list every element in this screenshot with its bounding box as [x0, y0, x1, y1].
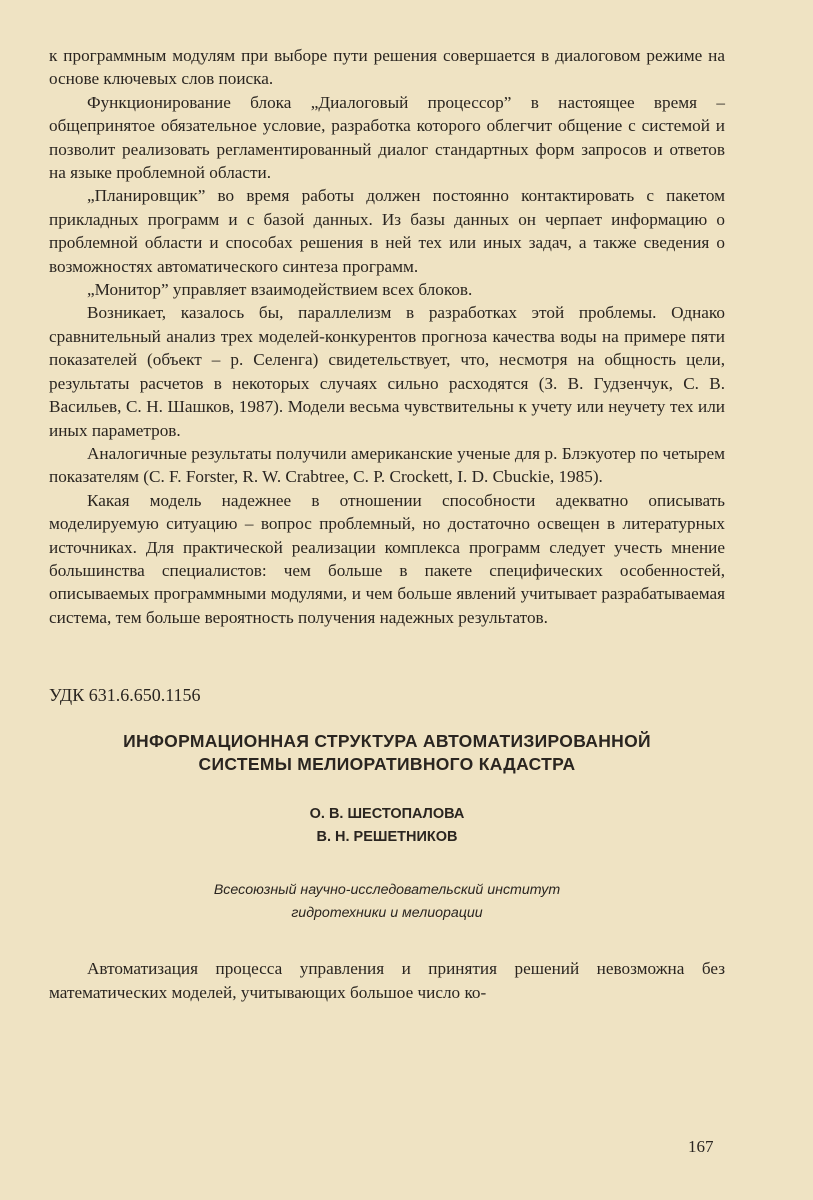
paragraph-planner: „Планировщик” во время работы должен постоянно контактировать с пакетом прикладных программ и с базой данных. Из базы данных он черпает информацию о проблемной области и способах решения в ней тех или иных задач, а также сведения о возможностях автоматического синтеза программ. [49, 186, 725, 276]
paragraph-continuation: к программным модулям при выборе пути решения совершается в диалоговом режиме на основе ключевых слов поиска. [49, 46, 725, 89]
page-number: 167 [688, 1137, 714, 1156]
paragraph-parallelism: Возникает, казалось бы, параллелизм в разработках этой проблемы. Однако сравнительный анализ трех моделей-конкурентов прогноза качества воды на примере пяти показателей (объект – р. Селенга) свидетельствует, что, несмотря на общность цели, результаты расчетов в некоторых случаях сильно расходятся (З. В. Гудзенчук, С. В. Васильев, С. Н. Шашков, 1987). Модели весьма чувствительны к учету или неучету тех или иных параметров. [49, 303, 725, 440]
affiliation-line-1: Всесоюзный научно-исследовательский институт [213, 882, 561, 899]
author-2: В. Н. РЕШЕТНИКОВ [316, 829, 458, 846]
article-authors [49, 803, 725, 849]
author-affiliation [49, 879, 725, 925]
article-title-line-1: ИНФОРМАЦИОННАЯ СТРУКТУРА АВТОМАТИЗИРОВАННОЙ [123, 731, 651, 752]
affiliation-line-2: гидротехники и мелиорации [291, 905, 483, 922]
article-title-line-2: СИСТЕМЫ МЕЛИОРАТИВНОГО КАДАСТРА [198, 754, 576, 775]
udk-code: УДК 631.6.650.1156 [49, 685, 201, 706]
paragraph-dialog-processor: Функционирование блока „Диалоговый процессор” в настоящее время – общепринятое обязательное условие, разработка которого облегчит общение с системой и позволит реализовать регламентированный диалог стандартных форм запросов и ответов на языке проблемной области. [49, 92, 725, 183]
article-title [49, 730, 725, 776]
paragraph-monitor: „Монитор” управляет взаимодействием всех блоков. [87, 280, 473, 300]
paragraph-american-results: Аналогичные результаты получили американские ученые для р. Блэкуотер по четырем показателям (C. F. Forster, R. W. Crabtree, C. P. Crockett, I. D. Cbuckie, 1985). [49, 443, 725, 487]
article-first-paragraph: Автоматизация процесса управления и принятия решений невозможна без математических моделей, учитывающих большое число ко- [49, 959, 725, 1002]
paragraph-reliable-model: Какая модель надежнее в отношении способности адекватно описывать моделируемую ситуацию – вопрос проблемный, но достаточно освещен в литературных источниках. Для практической реализации комплекса программ следует учесть мнение большинства специалистов: чем больше в пакете специфических особенностей, описываемых программными модулями, и чем больше явлений учитывает разрабатываемая система, тем больше вероятность получения надежных результатов. [49, 490, 725, 627]
author-1: О. В. ШЕСТОПАЛОВА [309, 806, 465, 823]
